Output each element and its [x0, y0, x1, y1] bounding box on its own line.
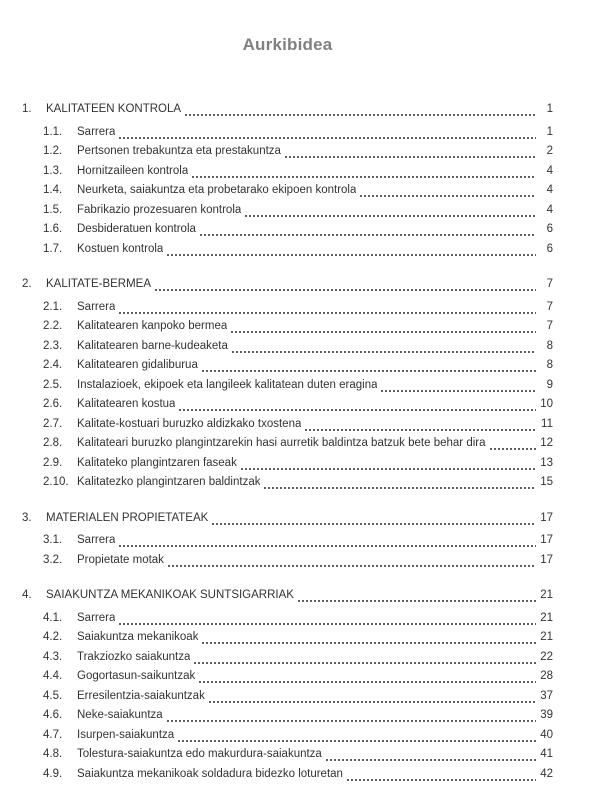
toc-entry-number: 2.8. — [43, 437, 63, 449]
toc-entry-number: 4.5. — [43, 689, 63, 702]
dot-leader — [168, 565, 536, 567]
toc-entry-number: 2.10. — [43, 476, 69, 488]
toc-entry-page: 4 — [546, 203, 553, 216]
toc-entry-page: 17 — [540, 511, 553, 524]
toc-entry-page: 1 — [546, 103, 553, 115]
dot-leader — [178, 740, 536, 742]
toc-entry-number: 2.3. — [43, 339, 63, 352]
toc-entry-number: 3.1. — [43, 534, 63, 546]
dot-leader — [192, 176, 536, 178]
toc-entry-page: 7 — [546, 278, 553, 290]
toc-entry-level2[interactable] — [22, 609, 553, 629]
toc-entry-level2[interactable] — [22, 765, 553, 785]
dot-leader — [199, 681, 536, 683]
toc-entry-level2[interactable] — [22, 415, 553, 435]
dot-leader — [209, 701, 536, 703]
toc-entry-label: Kalitatezko plangintzaren baldintzak — [77, 476, 261, 488]
toc-entry-number: 2.5. — [43, 378, 63, 391]
toc-entry-number: 4.8. — [43, 748, 63, 760]
toc-entry-level2[interactable] — [22, 551, 553, 571]
toc-entry-level2[interactable] — [22, 628, 553, 648]
toc-entry-label: Kalitatearen gidaliburua — [77, 359, 198, 371]
toc-entry-label: Erresilentzia-saiakuntzak — [77, 689, 205, 702]
dot-leader — [179, 409, 536, 411]
dot-leader — [119, 312, 536, 314]
toc-entry-level1[interactable] — [22, 509, 553, 529]
toc-entry-number: 1.2. — [43, 145, 63, 157]
toc-entry-label: Gogortasun-saikuntzak — [77, 670, 196, 682]
dot-leader — [155, 289, 536, 291]
toc-entry-label: Kalitateko plangintzaren faseak — [77, 456, 237, 469]
toc-entry-number: 2. — [22, 278, 32, 290]
toc-entry-number: 1.5. — [43, 203, 63, 216]
toc-entry-number: 1. — [22, 103, 32, 115]
toc-entry-level2[interactable] — [22, 434, 553, 454]
toc-entry-page: 8 — [546, 359, 553, 371]
toc-entry-page: 40 — [540, 728, 553, 741]
toc-entry-label: Desbideratuen kontrola — [77, 223, 196, 235]
toc-entry-number: 3. — [22, 511, 32, 524]
toc-entry-label: Sarrera — [77, 125, 116, 138]
toc-entry-level2[interactable] — [22, 454, 553, 474]
toc-entry-label: Saiakuntza mekanikoak — [77, 631, 199, 643]
toc-entry-page: 21 — [540, 631, 553, 643]
toc-entry-label: Pertsonen trebakuntza eta prestakuntza — [77, 145, 281, 157]
dot-leader — [241, 468, 536, 470]
toc-entry-number: 1.4. — [43, 184, 63, 196]
toc-entry-label: Fabrikazio prozesuaren kontrola — [77, 203, 242, 216]
toc-entry-level1[interactable] — [22, 586, 553, 606]
toc-entry-number: 3.2. — [43, 553, 63, 566]
toc-entry-label: Neurketa, saiakuntza eta probetarako ekipoen kontrola — [77, 184, 357, 196]
page-title: Aurkibidea — [242, 35, 333, 54]
toc-entry-number: 1.3. — [43, 164, 63, 177]
toc-entry-level2[interactable] — [22, 395, 553, 415]
toc-entry-number: 4. — [22, 589, 32, 601]
dot-leader — [326, 759, 536, 761]
toc-entry-number: 2.6. — [43, 398, 63, 410]
toc-entry-label: Kalitatearen barne-kudeaketa — [77, 339, 228, 352]
toc-entry-label: Instalazioek, ekipoek eta langileek kalitatean duten eragina — [77, 378, 378, 391]
toc-entry-label: Hornitzaileen kontrola — [77, 164, 189, 177]
toc-entry-level1[interactable] — [22, 100, 553, 120]
toc-entry-page: 22 — [540, 650, 553, 663]
dot-leader — [194, 662, 536, 664]
toc-entry-number: 4.3. — [43, 650, 63, 663]
toc-entry-label: Propietate motak — [77, 553, 164, 566]
toc-entry-number: 4.6. — [43, 709, 63, 721]
toc-entry-page: 7 — [546, 300, 553, 313]
toc-entry-page: 21 — [540, 611, 553, 624]
dot-leader — [119, 545, 536, 547]
toc-entry-number: 2.1. — [43, 300, 63, 313]
toc-entry-level2[interactable] — [22, 473, 553, 493]
dot-leader — [167, 254, 536, 256]
toc-entry-number: 2.4. — [43, 359, 63, 371]
toc-entry-page: 42 — [540, 767, 553, 780]
toc-entry-level2[interactable] — [22, 317, 553, 337]
toc-entry-number: 4.9. — [43, 767, 63, 780]
toc-entry-level2[interactable] — [22, 220, 553, 240]
toc-entry-level1[interactable] — [22, 275, 553, 295]
toc-entry-label: Trakziozko saiakuntza — [77, 650, 191, 663]
toc-entry-label: Sarrera — [77, 611, 116, 624]
toc-entry-page: 11 — [541, 417, 553, 430]
toc-entry-label: Kalitatearen kanpoko bermea — [77, 320, 228, 332]
dot-leader — [119, 137, 536, 139]
toc-section — [22, 509, 553, 571]
toc-entry-level2[interactable] — [22, 356, 553, 376]
toc-entry-level2[interactable] — [22, 181, 553, 201]
toc-entry-page: 15 — [540, 476, 553, 488]
toc-entry-page: 4 — [546, 164, 553, 177]
toc-entry-page: 10 — [540, 398, 553, 410]
toc-entry-number: 2.2. — [43, 320, 63, 332]
toc-entry-page: 6 — [546, 242, 553, 255]
toc-entry-page: 13 — [540, 456, 553, 469]
toc-entry-label: Saiakuntza mekanikoak soldadura bidezko loturetan — [77, 767, 343, 780]
toc-section — [22, 100, 553, 259]
dot-leader — [381, 390, 536, 392]
toc-entry-level2[interactable] — [22, 123, 553, 143]
toc-entry-page: 6 — [546, 223, 553, 235]
dot-leader — [305, 429, 536, 431]
toc-entry-level2[interactable] — [22, 337, 553, 357]
dot-leader — [119, 623, 536, 625]
dot-leader — [298, 600, 536, 602]
toc-entry-page: 28 — [540, 670, 553, 682]
toc-entry-page: 21 — [540, 589, 553, 601]
dot-leader — [212, 523, 536, 525]
toc-entry-label: KALITATEEN KONTROLA — [46, 103, 182, 115]
toc-entry-number: 1.1. — [43, 125, 63, 138]
toc-entry-label: Kalitate-kostuari buruzko aldizkako txostena — [77, 417, 302, 430]
toc-entry-level2[interactable] — [22, 376, 553, 396]
dot-leader — [490, 448, 537, 450]
toc-entry-page: 41 — [540, 748, 553, 760]
toc-entry-page: 17 — [540, 553, 553, 566]
toc-entry-level2[interactable] — [22, 667, 553, 687]
toc-entry-number: 1.6. — [43, 223, 63, 235]
table-of-contents — [22, 100, 553, 784]
toc-entry-number: 4.7. — [43, 728, 63, 741]
toc-entry-label: Kalitatearen kostua — [77, 398, 176, 410]
toc-entry-number: 1.7. — [43, 242, 63, 255]
dot-leader — [245, 215, 536, 217]
toc-entry-page: 4 — [546, 184, 553, 196]
toc-entry-number: 4.1. — [43, 611, 63, 624]
toc-entry-level2[interactable] — [22, 687, 553, 707]
toc-entry-number: 4.4. — [43, 670, 63, 682]
toc-entry-label: MATERIALEN PROPIETATEAK — [46, 511, 209, 524]
dot-leader — [200, 234, 536, 236]
toc-entry-level2[interactable] — [22, 531, 553, 551]
toc-entry-number: 4.2. — [43, 631, 63, 643]
toc-entry-label: SAIAKUNTZA MEKANIKOAK SUNTSIGARRIAK — [46, 589, 294, 601]
toc-entry-page: 1 — [546, 125, 553, 138]
toc-entry-page: 9 — [546, 378, 553, 391]
toc-entry-label: Sarrera — [77, 300, 116, 313]
toc-entry-label: Kostuen kontrola — [77, 242, 164, 255]
dot-leader — [232, 351, 536, 353]
toc-entry-level2[interactable] — [22, 648, 553, 668]
toc-entry-number: 2.9. — [43, 456, 63, 469]
toc-entry-level2[interactable] — [22, 726, 553, 746]
toc-section — [22, 586, 553, 784]
dot-leader — [347, 779, 536, 781]
toc-entry-page: 37 — [540, 689, 553, 702]
dot-leader — [167, 720, 536, 722]
toc-entry-page: 2 — [546, 145, 553, 157]
toc-entry-label: Kalitateari buruzko plangintzarekin hasi aurretik baldintza batzuk bete behar dira — [77, 437, 486, 449]
toc-entry-level2[interactable] — [22, 142, 553, 162]
toc-entry-level2[interactable] — [22, 201, 553, 221]
toc-entry-level2[interactable] — [22, 706, 553, 726]
toc-entry-level2[interactable] — [22, 298, 553, 318]
toc-entry-page: 12 — [540, 437, 553, 449]
toc-entry-level2[interactable] — [22, 240, 553, 260]
dot-leader — [202, 370, 536, 372]
dot-leader — [231, 331, 536, 333]
toc-entry-page: 39 — [540, 709, 553, 721]
toc-entry-level2[interactable] — [22, 162, 553, 182]
toc-entry-page: 8 — [546, 339, 553, 352]
toc-entry-level2[interactable] — [22, 745, 553, 765]
dot-leader — [360, 195, 536, 197]
toc-entry-label: Sarrera — [77, 534, 116, 546]
toc-section — [22, 275, 553, 493]
toc-entry-number: 2.7. — [43, 417, 63, 430]
toc-entry-page: 17 — [540, 534, 553, 546]
dot-leader — [202, 642, 536, 644]
toc-entry-page: 7 — [546, 320, 553, 332]
dot-leader — [185, 114, 536, 116]
toc-entry-label: Neke-saiakuntza — [77, 709, 163, 721]
toc-entry-label: Isurpen-saiakuntza — [77, 728, 175, 741]
dot-leader — [285, 156, 536, 158]
toc-entry-label: KALITATE-BERMEA — [46, 278, 152, 290]
toc-entry-label: Tolestura-saiakuntza edo makurdura-saiakuntza — [77, 748, 322, 760]
dot-leader — [264, 487, 536, 489]
